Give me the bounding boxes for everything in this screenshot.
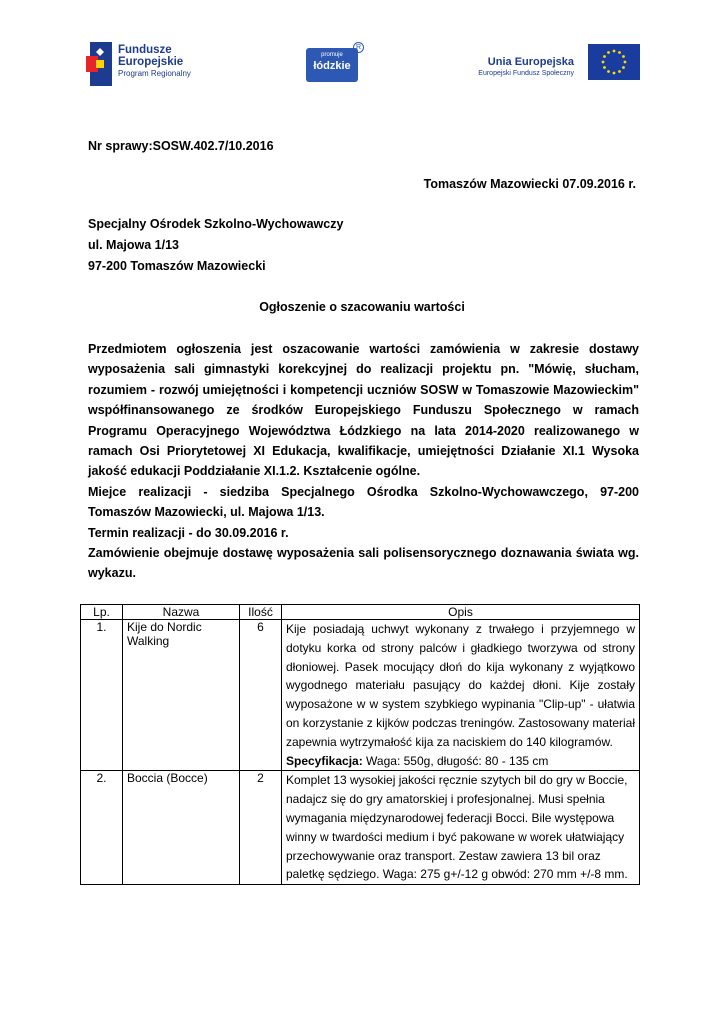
item-description-text: Kije posiadają uchwyt wykonany z trwałego i przyjemnego w dotyku korka od strony palców i gładkiego tworzywa od strony dłoniowej. Pasek mocujący dłoń do kija wykonany z wyjątkowo wygodnego materiału pasujący do każdej dłoni. Kije zostały wyposażone w w system szybkiego wypinania "Clip-up" - ułatwia on korzystanie z kijków podczas treningów. Zastosowany materiał zapewnia wytrzymałość kija za naciskiem do 140 kilogramów.	[286, 622, 635, 749]
item-description	[282, 771, 640, 885]
table-header-row	[81, 605, 640, 620]
document-title: Ogłoszenie o szacowaniu wartości	[259, 300, 465, 314]
unia-europejska-logo	[462, 44, 640, 84]
address-line-3: 97-200 Tomaszów Mazowiecki	[88, 259, 266, 273]
body-paragraph-scope: Zamówienie obejmuje dostawę wyposażenia sali polisensorycznego doznawania świata wg. wykazu.	[88, 546, 639, 581]
fe-logo-line3: Program Regionalny	[118, 69, 191, 78]
column-header-name: Nazwa	[123, 605, 240, 620]
item-description	[282, 620, 640, 771]
registered-mark: R	[353, 42, 364, 53]
item-description-text: Komplet 13 wysokiej jakości ręcznie szytych bil do gry w Boccie, nadajcz się do gry amatorskiej i profesjonalnej. Musi spełnia wymagania międzynarodowej federacji Bocci. Bile występowa winny w twardości medium i być pakowane w worek ułatwiający przechowywanie oraz transport. Zestaw zawiera 13 bil oraz paletkę sędziego. Waga: 275 g+/-12 g obwód: 270 mm +/-8 mm.	[286, 773, 628, 882]
column-header-qty: Ilość	[240, 605, 282, 620]
column-header-lp: Lp.	[81, 605, 123, 620]
lodzkie-logo-small-text: promuje	[321, 52, 343, 58]
item-name: Boccia (Bocce)	[123, 771, 240, 885]
fe-logo-line2: Europejskie	[118, 56, 184, 68]
case-number: Nr sprawy:SOSW.402.7/10.2016	[88, 139, 274, 153]
eu-flag-icon	[588, 44, 640, 80]
table-row	[81, 771, 640, 885]
spec-value: Waga: 550g, długość: 80 - 135 cm	[362, 753, 549, 768]
body-paragraph-subject: Przedmiotem ogłoszenia jest oszacowanie wartości zamówienia w zakresie dostawy wyposażenia sali gimnastyki korekcyjnej do realizacji projektu pn. "Mówię, słucham, rozumiem - rozwój umiejętności i kompetencji uczniów SOSW w Tomaszowie Mazowieckim" współfinansowanego ze środków Europejskiego Funduszu Społecznego w ramach Programu Operacyjnego Województwa Łódzkiego na lata 2014-2020 realizowanego w ramach Osi Priorytetowej XI Edukacja, kwalifikacje, umiejętności Działanie XI.1 Wysoka jakość edukacji Poddziałanie XI.1.2. Kształcenie ogólne.	[88, 342, 639, 479]
header-logos	[86, 40, 640, 88]
lodzkie-logo-text: łódzkie	[313, 60, 351, 72]
item-name: Kije do Nordic Walking	[123, 620, 240, 771]
spec-label: Specyfikacja:	[286, 753, 363, 768]
row-number: 2.	[81, 771, 123, 885]
column-header-desc: Opis	[282, 605, 640, 620]
ue-logo-line2: Europejski Fundusz Społeczny	[478, 70, 574, 77]
body-paragraph-location: Miejce realizacji - siedziba Specjalnego Ośrodka Szkolno-Wychowawczego, 97-200 Tomaszów Mazowiecki, ul. Majowa 1/13.	[88, 484, 639, 520]
promuje-lodzkie-logo	[306, 44, 360, 84]
body-paragraph-deadline: Termin realizacji - do 30.09.2016 r.	[88, 525, 289, 540]
item-specification	[286, 752, 635, 771]
ue-logo-line1: Unia Europejska	[487, 56, 574, 68]
fe-logo-mark	[86, 42, 112, 86]
row-number: 1.	[81, 620, 123, 771]
fundusze-europejskie-logo	[86, 42, 206, 88]
address-line-2: ul. Majowa 1/13	[88, 238, 180, 252]
item-quantity: 6	[240, 620, 282, 771]
table-row	[81, 620, 640, 771]
document-body	[88, 339, 639, 584]
place-date: Tomaszów Mazowiecki 07.09.2016 r.	[423, 177, 636, 191]
items-table	[80, 604, 640, 885]
item-quantity: 2	[240, 771, 282, 885]
fe-logo-line1: Fundusze	[118, 44, 172, 56]
address-line-1: Specjalny Ośrodek Szkolno-Wychowawczy	[88, 217, 344, 231]
